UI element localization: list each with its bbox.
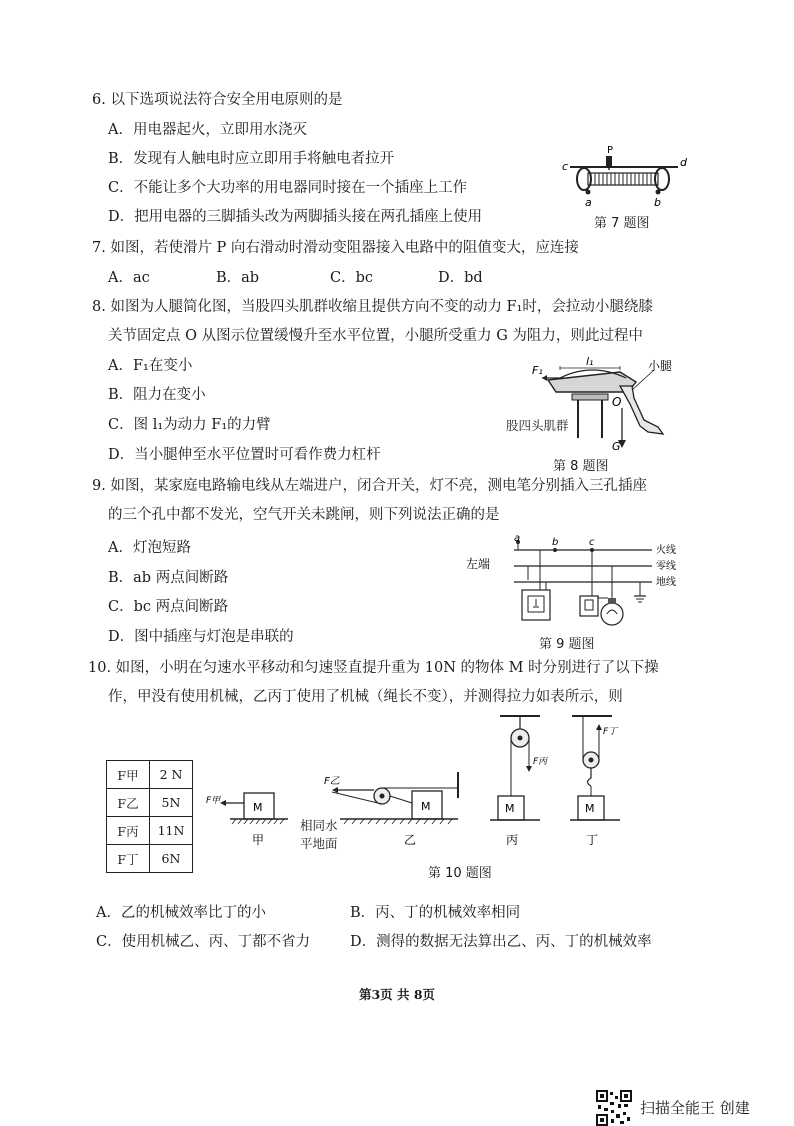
force-value-cell: 5N — [150, 789, 193, 817]
force-name-cell: F甲 — [107, 761, 150, 789]
q9-stem-line2: 的三个孔中都不发光，空气开关未跳闸，则下列说法正确的是 — [108, 507, 500, 523]
circuit-label-a: a — [514, 533, 521, 544]
q6-option-b: B．发现有人触电时应立即用手将触电者拉开 — [108, 151, 395, 167]
circuit-label-b: b — [552, 537, 559, 548]
table-row — [107, 817, 193, 845]
q6-option-d: D．把用电器的三脚插头改为两脚插头接在两孔插座上使用 — [108, 209, 483, 225]
leg-figure — [508, 352, 678, 452]
rheostat-label-b: b — [654, 196, 661, 209]
rheostat-figure — [560, 140, 690, 210]
leg-label-l1: l₁ — [586, 355, 594, 368]
block-m-label: M — [505, 802, 515, 815]
circuit-figure — [462, 530, 694, 638]
force-name-cell: F丙 — [107, 817, 150, 845]
force-label-bing: F丙 — [533, 757, 548, 767]
setup-ding — [570, 716, 620, 847]
setup-label-bing: 丙 — [506, 833, 519, 847]
q10-option-c: C．使用机械乙、丙、丁都不省力 — [96, 934, 311, 950]
q9-option-b: B．ab 两点间断路 — [108, 570, 229, 586]
figure10-caption: 第 10 题图 — [428, 866, 492, 881]
force-value-cell: 2 N — [150, 761, 193, 789]
q8-stem-line1: 8. 如图为人腿简化图，当股四头肌群收缩且提供方向不变的动力 F₁时，会拉动小腿绕膝 — [92, 299, 653, 315]
leg-label-g: G — [612, 440, 621, 453]
block-m-label: M — [421, 800, 431, 813]
circuit-label-left: 左端 — [466, 557, 491, 571]
force-name-cell: F乙 — [107, 789, 150, 817]
leg-label-muscle: 股四头肌群 — [506, 418, 569, 433]
block-m-label: M — [253, 801, 263, 814]
q8-option-d: D．当小腿伸至水平位置时可看作费力杠杆 — [108, 447, 381, 463]
qr-code-icon — [596, 1090, 632, 1126]
q10-stem-line1: 10. 如图，小明在匀速水平移动和匀速竖直提升重为 10N 的物体 M 时分别进行了以下操 — [88, 660, 659, 676]
table-row — [107, 761, 193, 789]
force-value-cell: 11N — [150, 817, 193, 845]
force-label-jia: F甲 — [206, 796, 221, 806]
q9-option-d: D．图中插座与灯泡是串联的 — [108, 629, 294, 645]
q10-option-d: D．测得的数据无法算出乙、丙、丁的机械效率 — [350, 934, 652, 950]
force-label-yi: F乙 — [324, 776, 340, 787]
setup-label-yi: 乙 — [404, 833, 417, 847]
setup-yi — [324, 772, 458, 847]
setup-bing — [490, 716, 549, 847]
figure8-caption: 第 8 题图 — [553, 459, 609, 474]
block-m-label: M — [585, 802, 595, 815]
q6-option-a: A．用电器起火，立即用水浇灭 — [108, 122, 307, 138]
scanner-brand-text: 扫描全能王 创建 — [640, 1099, 750, 1117]
circuit-label-c: c — [589, 537, 595, 548]
q7-option-b: B．ab — [216, 270, 260, 286]
q9-option-a: A．灯泡短路 — [108, 540, 191, 556]
leg-label-o: O — [612, 395, 622, 409]
q7-option-a: A．ac — [108, 270, 150, 286]
figure7-caption: 第 7 题图 — [594, 216, 650, 231]
force-label-ding: F丁 — [603, 727, 618, 737]
q6-stem: 6. 以下选项说法符合安全用电原则的是 — [92, 92, 343, 108]
setup-jia — [206, 793, 288, 847]
table-row — [107, 845, 193, 873]
q6-option-c: C．不能让多个大功率的用电器同时接在一个插座上工作 — [108, 180, 468, 196]
q8-option-c: C．图 l₁为动力 F₁的力臂 — [108, 417, 271, 433]
setup-label-jia: 甲 — [252, 833, 265, 847]
q9-stem-line1: 9. 如图，某家庭电路输电线从左端进户，闭合开关，灯不亮，测电笔分别插入三孔插座 — [92, 478, 647, 494]
q8-option-b: B．阻力在变小 — [108, 387, 206, 403]
figure9-caption: 第 9 题图 — [539, 637, 595, 652]
circuit-label-ground: 地线 — [656, 577, 676, 588]
circuit-label-fire: 火线 — [656, 545, 676, 556]
q9-option-c: C．bc 两点间断路 — [108, 599, 229, 615]
rheostat-label-d: d — [680, 156, 687, 169]
q7-option-c: C．bc — [330, 270, 373, 286]
force-table — [106, 760, 193, 873]
force-name-cell: F丁 — [107, 845, 150, 873]
q7-stem: 7. 如图，若使滑片 P 向右滑动时滑动变阻器接入电路中的阻值变大，应连接 — [92, 240, 579, 256]
force-value-cell: 6N — [150, 845, 193, 873]
q10-option-a: A．乙的机械效率比丁的小 — [96, 905, 266, 921]
leg-label-f1: F₁ — [532, 364, 543, 377]
same-ground-label-line2: 平地面 — [300, 836, 338, 851]
setup-label-ding: 丁 — [586, 833, 599, 847]
rheostat-label-a: a — [585, 196, 592, 209]
q8-stem-line2: 关节固定点 O 从图示位置缓慢升至水平位置，小腿所受重力 G 为阻力，则此过程中 — [108, 328, 643, 344]
rheostat-label-p: P — [607, 145, 614, 156]
table-row — [107, 789, 193, 817]
q8-option-a: A．F₁在变小 — [108, 358, 193, 374]
rheostat-label-c: c — [562, 160, 569, 173]
mechanism-figure — [200, 700, 640, 850]
leg-label-calf: 小腿 — [648, 359, 673, 373]
same-ground-label-line1: 相同水 — [300, 818, 338, 833]
circuit-label-zero: 零线 — [656, 561, 676, 572]
page-number: 第3页 共 8页 — [358, 987, 436, 1002]
q10-option-b: B．丙、丁的机械效率相同 — [350, 905, 521, 921]
q7-option-d: D．bd — [438, 270, 483, 286]
q10-stem-line2: 作，甲没有使用机械，乙丙丁使用了机械（绳长不变），并测得拉力如表所示，则 — [108, 689, 623, 705]
